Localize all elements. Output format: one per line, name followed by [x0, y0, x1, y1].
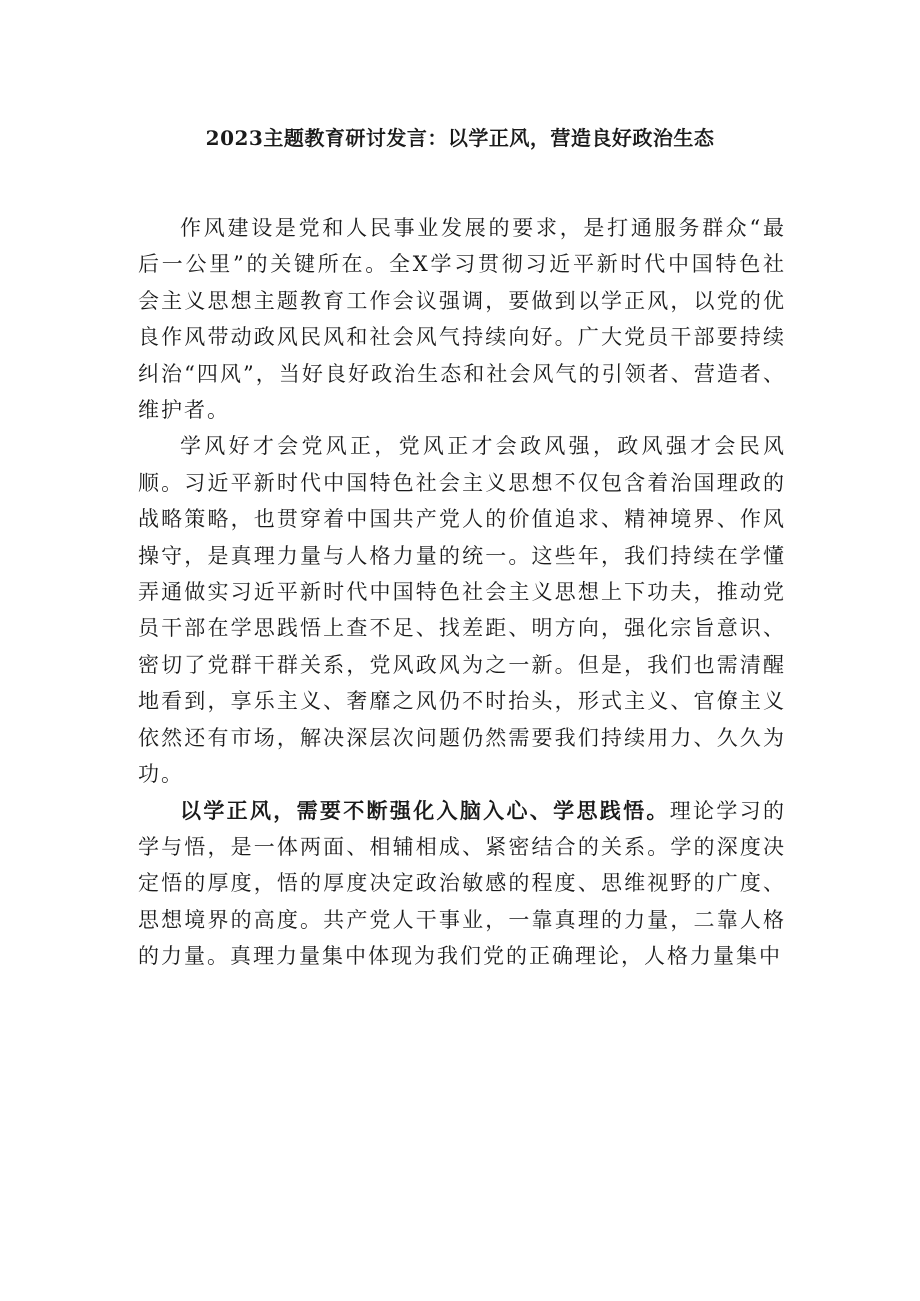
paragraph-2 — [138, 428, 786, 792]
paragraph-3-text: 理论学习的学与悟，是一体两面、相辅相成、紧密结合的关系。学的深度决定悟的厚度，悟的厚度决定政治敏感的程度、思维视野的广度、思想境界的高度。共产党人干事业，一靠真理的力量，二靠人格的力量。真理力量集中体现为我们党的正确理论，人格力量集中 — [138, 798, 786, 969]
document-title: 2023主题教育研讨发言：以学正风，营造良好政治生态 — [205, 126, 715, 150]
paragraph-1 — [138, 210, 786, 428]
paragraph-3-lead: 以学正风，需要不断强化入脑入心、学思践悟。 — [180, 797, 670, 823]
paragraph-1-text: 作风建设是党和人民事业发展的要求，是打通服务群众“最后一公里”的关键所在。全X学习贯彻习近平新时代中国特色社会主义思想主题教育工作会议强调，要做到以学正风，以党的优良作风带动政风民风和社会风气持续向好。广大党员干部要持续纠治“四风”，当好良好政治生态和社会风气的引领者、营造者、维护者。 — [138, 216, 786, 423]
paragraph-3 — [138, 793, 786, 975]
document-body — [138, 210, 786, 975]
paragraph-2-text: 学风好才会党风正，党风正才会政风强，政风强才会民风顺。习近平新时代中国特色社会主义思想不仅包含着治国理政的战略策略，也贯穿着中国共产党人的价值追求、精神境界、作风操守，是真理力量与人格力量的统一。这些年，我们持续在学懂弄通做实习近平新时代中国特色社会主义思想上下功夫，推动党员干部在学思践悟上查不足、找差距、明方向，强化宗旨意识、密切了党群干群关系，党风政风为之一新。但是，我们也需清醒地看到，享乐主义、奢靡之风仍不时抬头，形式主义、官僚主义依然还有市场，解决深层次问题仍然需要我们持续用力、久久为功。 — [138, 434, 786, 787]
